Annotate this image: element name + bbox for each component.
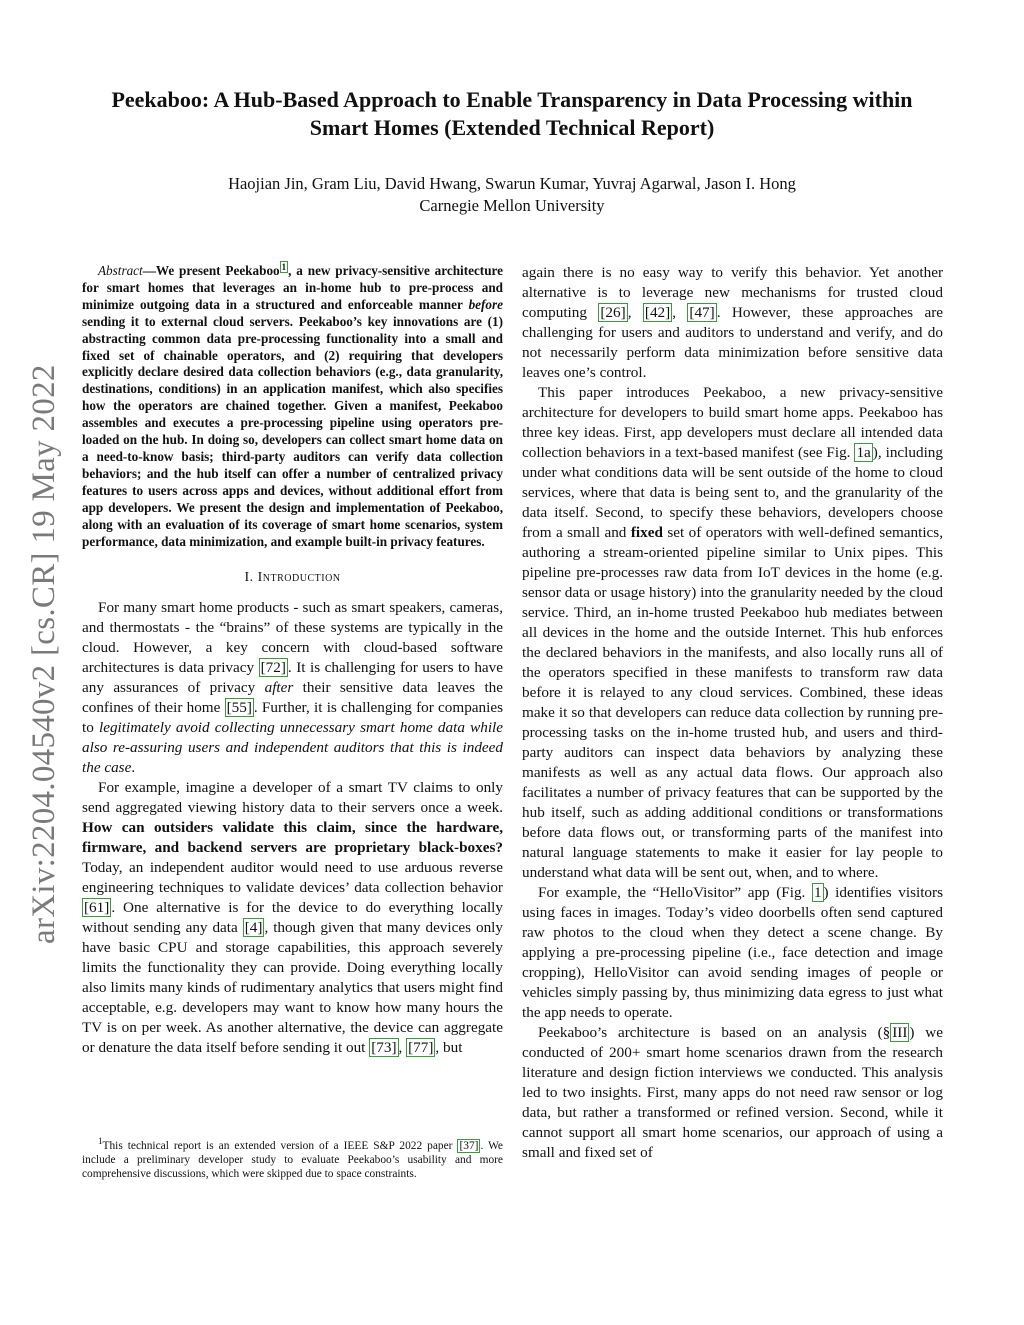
text-span: . Further, it is challenging for companies to bbox=[82, 699, 503, 737]
citation-link[interactable]: [42] bbox=[644, 304, 671, 321]
abstract-label: Abstract bbox=[98, 263, 143, 278]
figure-link[interactable]: 1a bbox=[856, 444, 871, 461]
bold-text: How can outsiders validate this claim, since the hardware, firmware, and backend servers are proprietary black-boxes? bbox=[82, 819, 503, 857]
arxiv-identifier: arXiv:2204.04540v2 [cs.CR] 19 May 2022 bbox=[26, 364, 62, 944]
abstract-emphasis: before bbox=[468, 296, 503, 312]
citation-link[interactable]: [47] bbox=[689, 304, 715, 321]
abstract bbox=[82, 263, 503, 550]
text-span: Peekaboo’s architecture is based on an analysis (§ bbox=[538, 1024, 891, 1041]
right-paragraph-3 bbox=[522, 1023, 943, 1163]
footnote bbox=[82, 1136, 503, 1182]
text-span: . We include a preliminary developer study to evaluate Peekaboo’s usability and more comprehensive discussions, which were skipped due to space constraints. bbox=[82, 1140, 503, 1181]
text-span: , but bbox=[435, 1039, 463, 1057]
text-span: ), including under what conditions data will be sent outside of the home to cloud services, where that data is being sent to, and the granularity of the data itself. Second, to specify these behaviors, developers choose from a small and bbox=[522, 444, 943, 541]
right-paragraph-2 bbox=[522, 883, 943, 1023]
text-span: again there is no easy way to verify this behavior. Yet another alternative is to leverage new mechanisms for trusted cloud computing bbox=[522, 264, 943, 321]
footnote-number: 1 bbox=[98, 1136, 103, 1147]
citation-link[interactable]: [37] bbox=[459, 1140, 479, 1152]
abstract-text-0: —We present Peekaboo bbox=[142, 263, 280, 278]
text-span: , bbox=[398, 1039, 407, 1057]
affiliation: Carnegie Mellon University bbox=[419, 196, 605, 215]
bold-text: fixed bbox=[630, 524, 663, 541]
text-span: . One alternative is for the device to do everything locally without sending any data bbox=[82, 899, 503, 937]
title-line-1: Peekaboo: A Hub-Based Approach to Enable Transparency in Data Processing within bbox=[111, 87, 913, 112]
text-span: Today, an independent auditor would need to use arduous reverse engineering techniques to validate devices’ data collection behavior bbox=[82, 859, 503, 897]
intro-paragraph-1 bbox=[82, 598, 503, 778]
citation-link[interactable]: [61] bbox=[84, 899, 110, 917]
text-span: set of operators with well-defined semantics, authoring a stream-oriented pipeline similar to Unix pipes. This pipeline pre-processes raw data from IoT devices in the home (e.g. sensor data or usage history) into the granularity needed by the cloud service. Third, an in-home trusted Peekaboo hub mediates between all devices in the home and the outside Internet. This hub enforces the declared behaviors in the manifests, and also locally runs all of the operators specified in these manifests to transform raw data before it is relayed to any cloud services. Combined, these ideas make it so that developers can reduce data collection by running pre-processing tasks on the in-home trusted hub, and users and third-party auditors can inspect data behaviors by analyzing these manifests as well as any actual data flows. Our approach also facilitates a number of privacy features that can be supported by the hub itself, such as adding additional conditions or transformations before data flows out, or transforming parts of the manifest into natural language statements to make it easier for lay people to understand what data will be sent out, when, and to where. bbox=[522, 524, 943, 881]
section-number: I. bbox=[244, 570, 254, 586]
text-span: their sensitive data leaves the confines of their home bbox=[82, 679, 504, 717]
emphasis-text: legitimately avoid collecting unnecessary smart home data while also re-assuring users and independent auditors that this is indeed the case bbox=[82, 719, 503, 777]
citation-link[interactable]: [4] bbox=[244, 919, 263, 937]
text-span: For many smart home products - such as smart speakers, cameras, and thermostats - the “brains” of these systems are typically in the cloud. However, a key concern with cloud-based software architectures is data privacy bbox=[82, 599, 503, 677]
text-span: This paper introduces Peekaboo, a new privacy-sensitive architecture for developers to build smart home apps. Peekaboo has three key ideas. First, app developers must declare all intended data collection behaviors in a text-based manifest (see Fig. bbox=[522, 384, 943, 461]
section-link[interactable]: III bbox=[892, 1024, 908, 1041]
text-span: This technical report is an extended version of a IEEE S&P 2022 paper bbox=[102, 1140, 458, 1152]
author-block bbox=[60, 173, 964, 217]
text-span: For example, the “HelloVisitor” app (Fig. bbox=[538, 884, 812, 901]
paper-title bbox=[60, 86, 964, 142]
abstract-text-1: , a new privacy-sensitive architecture for smart homes that leverages an in-home hub to pre-process and minimize outgoing data in a structured and enforceable manner bbox=[82, 263, 503, 312]
footnote-text bbox=[82, 1136, 503, 1182]
section-heading-introduction bbox=[82, 568, 503, 588]
text-span: , bbox=[672, 304, 688, 321]
citation-link[interactable]: [26] bbox=[600, 304, 626, 321]
text-span: . bbox=[131, 759, 136, 777]
text-span: . It is challenging for users to have any assurances of privacy bbox=[82, 659, 503, 697]
text-span: For example, imagine a developer of a smart TV claims to only send aggregated viewing history data to their servers once a week. bbox=[82, 779, 503, 817]
figure-link[interactable]: 1 bbox=[813, 884, 822, 901]
citation-link[interactable]: [77] bbox=[408, 1039, 434, 1057]
text-span: , though given that many devices only have basic CPU and storage capabilities, this approach severely limits the functionality they can provide. Doing everything locally also limits many kinds of rudimentary analytics that users might find acceptable, e.g. developers may want to know how many hours the TV is on per week. As another alternative, the device can aggregate or denature the data itself before sending it out bbox=[82, 919, 503, 1057]
citation-link[interactable]: [55] bbox=[226, 699, 252, 717]
text-span: ) we conducted of 200+ smart home scenarios drawn from the research literature and design fiction interviews we conducted. This analysis led to two insights. First, many apps do not need raw sensor or log data, but rather a transformed or refined version. Second, while it cannot support all smart home scenarios, our approach of using a small and fixed set of bbox=[522, 1024, 943, 1161]
abstract-text-2: sending it to external cloud servers. Peekaboo’s key innovations are (1) abstracting common data pre-processing functionality into a small and fixed set of chainable operators, and (2) requiring that developers explicitly declare desired data collection behaviors (e.g., data granularity, destinations, conditions) in an application manifest, which also specifies how the operators are chained together. Given a manifest, Peekaboo assembles and executes a pre-processing pipeline using operators pre-loaded on the hub. In doing so, developers can collect smart home data on a need-to-know basis; third-party auditors can verify data collection behaviors; and the hub itself can offer a number of centralized privacy features to users across apps and devices, without additional effort from app developers. We present the design and implementation of Peekaboo, along with an evaluation of its coverage of smart home scenarios, system performance, data minimization, and example built-in privacy features. bbox=[82, 313, 503, 549]
title-line-2: Smart Homes (Extended Technical Report) bbox=[309, 115, 715, 140]
text-span: , bbox=[627, 304, 643, 321]
text-span: ) identifies visitors using faces in images. Today’s video doorbells often send captured raw photos to the cloud when they detect a scene change. By applying a pre-processing pipeline (i.e., face detection and image cropping), HelloVisitor can avoid sending images of people or vehicles simply passing by, thus minimizing data egress to just what the app needs to operate. bbox=[522, 884, 943, 1021]
footnote-marker[interactable]: 1 bbox=[281, 261, 287, 272]
intro-paragraph-2 bbox=[82, 778, 503, 1058]
emphasis-text: after bbox=[264, 679, 294, 697]
left-column bbox=[82, 263, 503, 1058]
section-title: Introduction bbox=[257, 570, 341, 586]
author-list: Haojian Jin, Gram Liu, David Hwang, Swarun Kumar, Yuvraj Agarwal, Jason I. Hong bbox=[228, 174, 796, 193]
right-column bbox=[522, 263, 943, 1163]
right-paragraph-0 bbox=[522, 263, 943, 383]
text-span: . However, these approaches are challenging for users and auditors to understand and verify, and do not necessarily perform data minimization before sensitive data leaves one’s control. bbox=[522, 304, 944, 381]
citation-link[interactable]: [72] bbox=[260, 659, 286, 677]
right-paragraph-1 bbox=[522, 383, 943, 883]
citation-link[interactable]: [73] bbox=[371, 1039, 397, 1057]
